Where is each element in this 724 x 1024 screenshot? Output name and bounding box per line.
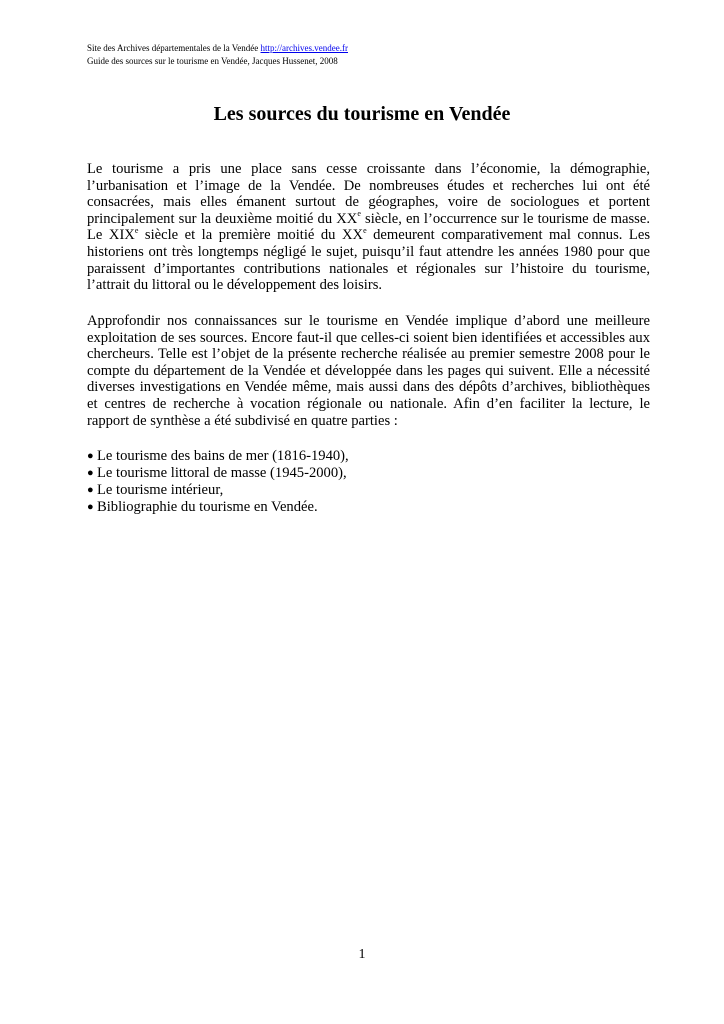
intro-paragraph — [87, 161, 650, 294]
list-item — [87, 465, 650, 482]
list-item-text: Le tourisme des bains de mer (1816-1940), — [97, 448, 349, 464]
archives-link[interactable]: http://archives.vendee.fr — [260, 43, 348, 53]
header-line-2: Guide des sources sur le tourisme en Vendée, Jacques Hussenet, 2008 — [87, 56, 338, 66]
list-item — [87, 448, 650, 465]
bullet-icon: ● — [87, 501, 94, 513]
page-number: 1 — [358, 947, 366, 962]
superscript: e — [134, 225, 139, 235]
document-title: Les sources du tourisme en Vendée — [213, 103, 511, 125]
bullet-icon: ● — [87, 467, 94, 479]
list-item-text: Le tourisme littoral de masse (1945-2000), — [97, 465, 347, 481]
second-paragraph: Approfondir nos connaissances sur le tourisme en Vendée implique d’abord une meilleure exploitation de ses sources. Encore faut-il que celles-ci soient bien identifiées et accessibles aux chercheurs. Telle est l’objet de la présente recherche réalisée au premier semestre 2008 pour le compte du département de la Vendée et développée dans les pages qui suivent. Elle a nécessité diverses investigations en Vendée même, mais aussi dans des dépôts d’archives, bibliothèques et centres de recherche à vocation régionale ou nationale. Afin d’en faciliter la lecture, le rapport de synthèse a été subdivisé en quatre parties : — [87, 313, 650, 429]
header-line-1 — [87, 42, 348, 55]
paragraph-text: siècle, en l’occurrence sur le tourisme de masse. Le XIX — [87, 210, 650, 244]
paragraph-text: siècle et la première moitié du XX — [138, 227, 364, 244]
parts-list — [87, 448, 650, 516]
page-header — [87, 42, 348, 68]
paragraph-text: Le tourisme a pris une place sans cesse croissante dans l’économie, la démographie, l’urbanisation et l’image de la Vendée. De nombreuses études et recherches lui ont été consacrées, mais elles émanent surtout de géographes, voire de sociologues et portent principalement sur la deuxième moitié du XX — [87, 161, 650, 227]
paragraph-text: demeurent comparativement mal connus. Les historiens ont très longtemps négligé le sujet, puisqu’il faut attendre les années 1980 pour que paraissent d’importantes contributions nationales et régionales sur l’histoire du tourisme, l’attrait du littoral ou le développement des loisirs. — [87, 227, 650, 294]
superscript: e — [363, 225, 367, 235]
bullet-icon: ● — [87, 450, 94, 462]
bullet-icon: ● — [87, 484, 94, 496]
list-item-text: Bibliographie du tourisme en Vendée. — [97, 499, 318, 515]
superscript: e — [357, 208, 361, 218]
list-item-text: Le tourisme intérieur, — [97, 482, 224, 498]
list-item — [87, 499, 650, 516]
list-item — [87, 482, 650, 499]
header-site-text: Site des Archives départementales de la Vendée — [87, 43, 261, 53]
